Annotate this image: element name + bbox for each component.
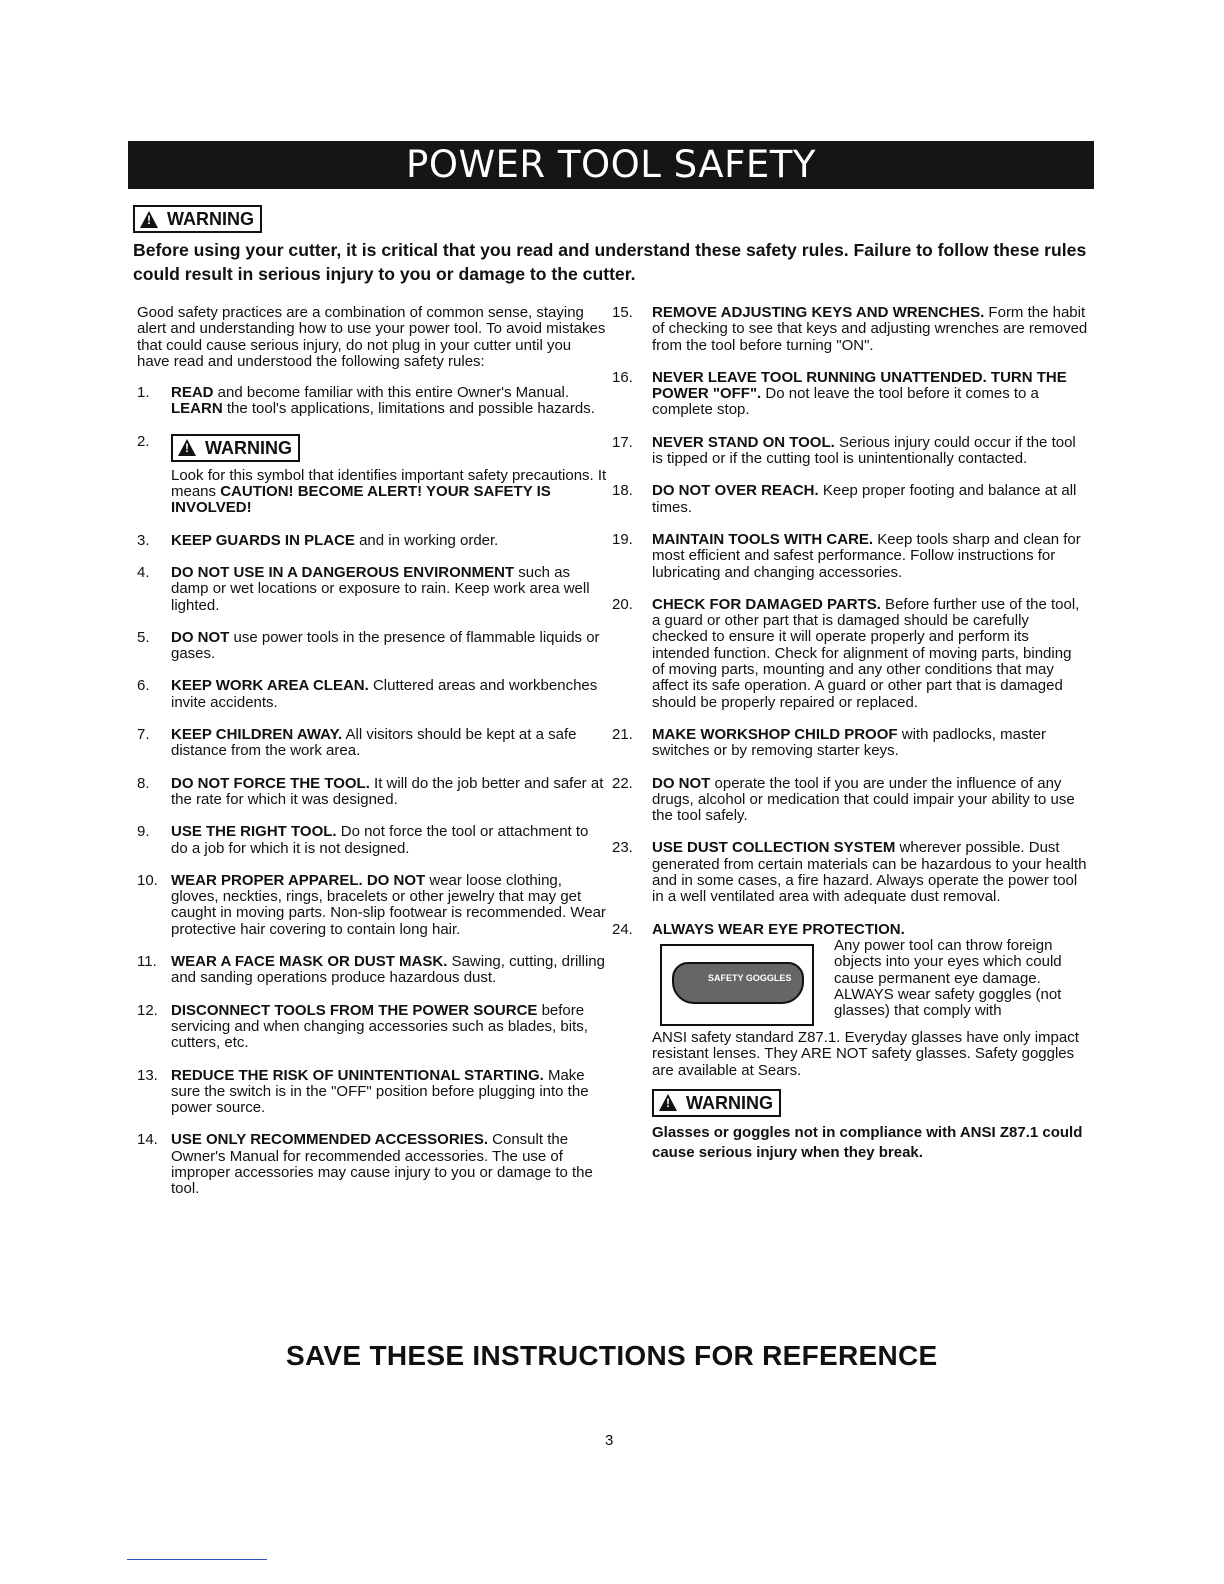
intro-warning-text: Before using your cutter, it is critical that you read and understand these safety rules. Failure to follow these rules could result in serious injury to you or damage to the cutter. [133, 240, 1087, 284]
warning-badge: ! WARNING [652, 1089, 781, 1117]
warning-badge: ! WARNING [171, 434, 300, 462]
intro-paragraph: Good safety practices are a combination of common sense, staying alert and understanding how to use your power tool. To avoid mistakes that could cause serious injury, do not plug in your cutter until you have read and understood the following safety rules: [137, 304, 606, 370]
list-item: 8. DO NOT FORCE THE TOOL. It will do the job better and safer at the rate for which it was designed. [137, 774, 604, 808]
divider [127, 1559, 267, 1560]
list-item: 16. NEVER LEAVE TOOL RUNNING UNATTENDED. TURN THE POWER "OFF". Do not leave the tool before it comes to a complete stop. [612, 368, 1067, 419]
list-item: 10. WEAR PROPER APPAREL. DO NOT wear loose clothing, gloves, neckties, rings, bracelets or other jewelry that may get caught in moving parts. Non-slip footwear is recommended. Wear protective hair covering to contain long hair. [137, 871, 606, 938]
list-item: 14. USE ONLY RECOMMENDED ACCESSORIES. Consult the Owner's Manual for recommended accessories. The use of improper accessories may cause injury to you or damage to the tool. [137, 1131, 593, 1198]
list-item: 12. DISCONNECT TOOLS FROM THE POWER SOURCE before servicing and when changing accessories such as blades, bits, cutters, etc. [137, 1001, 588, 1052]
list-item: 11. WEAR A FACE MASK OR DUST MASK. Sawing, cutting, drilling and sanding operations produce hazardous dust. [137, 953, 605, 987]
list-item: 19. MAINTAIN TOOLS WITH CARE. Keep tools sharp and clean for most efficient and safest performance. Follow instructions for lubricating and changing accessories. [612, 530, 1081, 581]
list-item: 4. DO NOT USE IN A DANGEROUS ENVIRONMENT such as damp or wet locations or exposure to rain. Keep work area well lighted. [137, 563, 590, 614]
warning-badge: ! WARNING [133, 205, 262, 233]
list-item: 6. KEEP WORK AREA CLEAN. Cluttered areas and workbenches invite accidents. [137, 677, 598, 711]
list-item: 2. ! WARNING Look for this symbol that identifies important safety precautions. It means CAUTION! BECOME ALERT! YOUR SAFETY IS INVOLVED! [137, 434, 607, 517]
page-number: 3 [605, 1432, 614, 1449]
list-item: 17. NEVER STAND ON TOOL. Serious injury could occur if the tool is tipped or if the cutting tool is unintentionally contacted. [612, 433, 1076, 468]
list-item: 23. USE DUST COLLECTION SYSTEM wherever possible. Dust generated from certain materials can be hazardous to your health and in some cases, a fire hazard. Always operate the power tool in a well ventilated area with adequate dust removal. [612, 839, 1087, 906]
list-item: 21. MAKE WORKSHOP CHILD PROOF with padlocks, master switches or by removing starter keys. [612, 725, 1046, 760]
list-item: 20. CHECK FOR DAMAGED PARTS. Before further use of the tool, a guard or other part that is damaged should be carefully checked to ensure it will operate properly and perform its intended function. Check for alignment of moving parts, binding of moving parts, mounting and any other conditions that may affect its safe operation. A guard or other part that is damaged should be properly repaired or replaced. [612, 595, 1080, 711]
list-item: 7. KEEP CHILDREN AWAY. All visitors should be kept at a safe distance from the work area. [137, 726, 577, 760]
warning-triangle-icon [140, 211, 158, 228]
list-item: 1. READ and become familiar with this entire Owner's Manual. LEARN the tool's applications, limitations and possible hazards. [137, 384, 595, 418]
list-item: 13. REDUCE THE RISK OF UNINTENTIONAL STARTING. Make sure the switch is in the "OFF" position before plugging into the power source. [137, 1066, 589, 1117]
safety-goggles-icon: SAFETY GOGGLES [660, 944, 814, 1026]
warning-triangle-icon [178, 439, 196, 456]
list-item: 3. KEEP GUARDS IN PLACE and in working order. [137, 531, 499, 549]
list-item: 24. ALWAYS WEAR EYE PROTECTION. SAFETY GOGGLES Any power tool can throw foreign objects into your eyes which could cause permanent eye damage. ALWAYS wear safety goggles (not glasses) that comply with ANSI safety standard Z87.1. Everyday glasses have only impact resistant lenses. They ARE NOT safety glasses. Safety goggles are available at Sears. ! WARNING Glasses or goggles not in compliance with ANSI Z87.1 could cause serious injury when they break. [618, 922, 1088, 1163]
warning-triangle-icon [659, 1094, 677, 1111]
left-column [137, 305, 607, 1214]
right-column [612, 304, 1088, 1169]
list-item: 22. DO NOT operate the tool if you are under the influence of any drugs, alcohol or medication that could impair your ability to use the tool safely. [612, 774, 1075, 825]
list-item: 5. DO NOT use power tools in the presence of flammable liquids or gases. [137, 628, 600, 663]
list-item: 9. USE THE RIGHT TOOL. Do not force the tool or attachment to do a job for which it is not designed. [137, 823, 589, 857]
page-banner: POWER TOOL SAFETY [128, 141, 1094, 189]
list-item: 15. REMOVE ADJUSTING KEYS AND WRENCHES. Form the habit of checking to see that keys and adjusting wrenches are removed from the tool before turning "ON". [612, 304, 1088, 354]
list-item: 18. DO NOT OVER REACH. Keep proper footing and balance at all times. [612, 482, 1077, 516]
footer-heading: SAVE THESE INSTRUCTIONS FOR REFERENCE [286, 1340, 938, 1371]
goggles-warning-note: Glasses or goggles not in compliance with ANSI Z87.1 could cause serious injury when they break. [652, 1123, 1083, 1161]
